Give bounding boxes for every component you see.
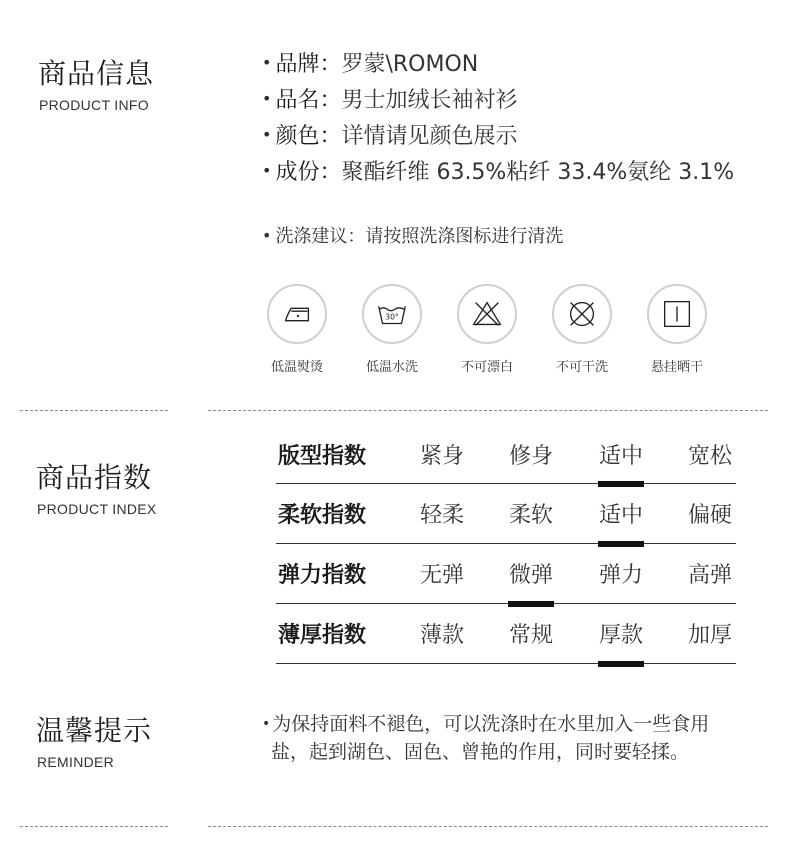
product-index-subtitle: PRODUCT INDEX (37, 501, 157, 517)
info-row-name (262, 83, 517, 114)
index-option: 宽松 (687, 444, 732, 469)
bullet: • (262, 225, 272, 245)
bottom-divider-left (20, 826, 168, 827)
bullet: • (262, 161, 272, 180)
care-item-bleach (452, 284, 522, 375)
care-item-wash (357, 284, 427, 375)
reminder-line-2: 盐，起到湖色、固色、曾艳的作用，同时要轻揉。 (271, 741, 690, 763)
no-bleach-icon (457, 284, 517, 344)
index-row-softness (276, 484, 736, 544)
index-option: 轻柔 (419, 503, 464, 528)
care-icons-row (262, 284, 722, 374)
care-label: 悬挂晒干 (650, 360, 703, 375)
care-label: 低温熨烫 (270, 360, 323, 375)
index-option: 紧身 (419, 444, 464, 469)
care-item-dry-clean (547, 284, 617, 375)
info-value: 详情请见颜色展示 (341, 124, 518, 149)
index-option: 微弹 (508, 563, 553, 588)
index-key: 弹力指数 (278, 563, 367, 588)
bullet: • (262, 53, 272, 72)
index-row-fit (276, 425, 736, 484)
info-row-composition (262, 155, 734, 186)
index-option: 弹力 (598, 563, 643, 588)
info-key: 品名： (275, 88, 342, 113)
divider-right (208, 410, 768, 411)
low-temp-wash-icon (362, 284, 422, 344)
index-row-thickness (276, 604, 736, 664)
low-temp-iron-icon (267, 284, 327, 344)
wash-temp-text: 30° (385, 312, 399, 322)
no-dry-clean-icon (552, 284, 612, 344)
reminder-subtitle: REMINDER (37, 754, 115, 770)
care-tip-text: 洗涤建议：请按照洗涤图标进行清洗 (275, 226, 564, 247)
care-label: 不可干洗 (555, 360, 608, 375)
index-option: 薄款 (419, 623, 464, 648)
info-row-color (262, 119, 517, 150)
index-key: 柔软指数 (278, 503, 367, 528)
care-item-iron (262, 284, 332, 375)
index-option: 适中 (598, 444, 643, 469)
reminder-title: 温馨提示 (36, 714, 153, 747)
index-option: 厚款 (598, 623, 643, 648)
index-option: 常规 (508, 623, 553, 648)
product-info-subtitle: PRODUCT INFO (39, 97, 149, 113)
care-label: 不可漂白 (460, 360, 513, 375)
index-option: 偏硬 (687, 503, 732, 528)
index-option: 加厚 (687, 623, 732, 648)
index-key: 版型指数 (278, 444, 367, 469)
index-option: 无弹 (419, 563, 464, 588)
info-value: 罗蒙\ROMON (341, 52, 479, 77)
bullet: • (262, 125, 272, 144)
index-key: 薄厚指数 (278, 623, 367, 648)
product-index-title: 商品指数 (36, 461, 153, 494)
info-value: 男士加绒长袖衬衫 (341, 88, 518, 113)
index-option: 适中 (598, 503, 643, 528)
product-info-title: 商品信息 (38, 57, 155, 90)
divider-left (20, 410, 168, 411)
index-option: 高弹 (687, 563, 732, 588)
info-key: 颜色： (275, 124, 342, 149)
care-item-hang-dry (642, 284, 712, 375)
index-selected-marker (598, 661, 644, 667)
product-index-table (276, 425, 736, 664)
index-option: 修身 (508, 444, 553, 469)
care-label: 低温水洗 (365, 360, 418, 375)
index-row-elasticity (276, 544, 736, 604)
hang-dry-icon (647, 284, 707, 344)
info-key: 品牌： (275, 52, 342, 77)
reminder-line-1: 为保持面料不褪色，可以洗涤时在水里加入一些食用 (272, 713, 710, 735)
bottom-divider-right (208, 826, 768, 827)
info-row-brand (262, 47, 478, 78)
reminder-text (262, 710, 762, 766)
bullet: • (262, 89, 272, 108)
care-tip (262, 222, 563, 248)
info-value: 聚酯纤维 63.5%粘纤 33.4%氨纶 3.1% (341, 160, 735, 185)
bullet: • (262, 716, 271, 732)
info-key: 成份： (275, 160, 342, 185)
index-option: 柔软 (508, 503, 553, 528)
